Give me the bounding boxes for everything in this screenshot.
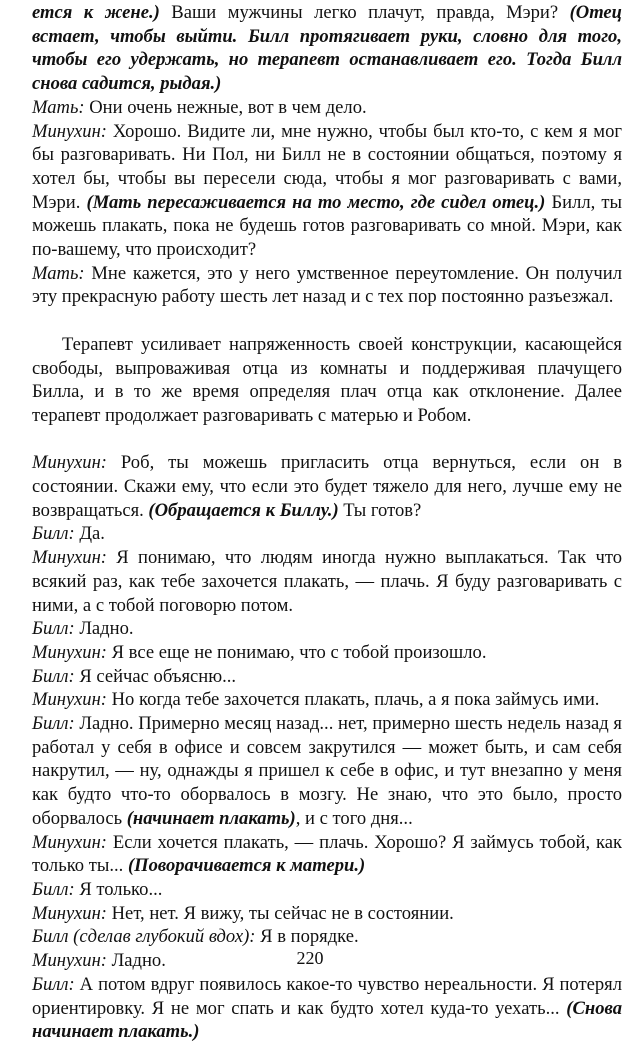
speech-text: Я все еще не понимаю, что с тобой произошло. bbox=[106, 641, 487, 663]
dialogue-line bbox=[32, 120, 622, 262]
speech-text: Ладно. Примерно месяц назад... нет, примерно шесть недель назад я работал у себя в офисе и совсем закрутился — может быть, и сам себя накрутил, — ну, однажды я пришел к себе в офис, и тут внезапно у меня как будто что-то оборвалось в мозгу. Не знаю, что это было, просто оборвалось bbox=[32, 713, 622, 829]
speech-text: Они очень нежные, вот в чем дело. bbox=[84, 96, 367, 118]
speaker-name: Минухин: bbox=[32, 641, 107, 663]
dialogue-line bbox=[32, 712, 622, 831]
speaker-name: Билл: bbox=[32, 665, 75, 687]
speaker-name: Минухин: bbox=[32, 950, 107, 972]
speaker-name: Минухин: bbox=[32, 831, 107, 853]
dialogue-line bbox=[32, 262, 622, 309]
narrative-paragraph bbox=[32, 333, 622, 428]
speech-text: Но когда тебе захочется плакать, плачь, а я пока займусь ими. bbox=[106, 689, 600, 711]
speech-text: Роб, ты можешь пригласить отца вернуться, если он в состоянии. Скажи ему, что если это будет тяжело для него, лучше ему не возвращаться. bbox=[32, 452, 622, 521]
speaker-name: Билл (сделав глубокий вдох): bbox=[32, 926, 256, 948]
speech-text: Я понимаю, что людям иногда нужно выплакаться. Так что всякий раз, как тебе захочется плакать, — плачь. Я буду разговаривать с ними, а с тобой поговорю потом. bbox=[32, 547, 622, 616]
speech-text: Ладно. bbox=[74, 618, 134, 640]
stage-direction: (Отец встает, чтобы выйти. Билл протягивает руки, словно для того, чтобы его удержать, но терапевт останавливает его. Тогда Билл снова садится, рыдая.) bbox=[32, 2, 622, 95]
dialogue-line bbox=[32, 96, 622, 120]
speaker-name: Минухин: bbox=[32, 902, 107, 924]
speaker-name: Билл: bbox=[32, 878, 75, 900]
speaker-name: Билл: bbox=[32, 618, 75, 640]
dialogue-line bbox=[32, 546, 622, 617]
stage-direction: (Поворачивается к матери.) bbox=[127, 855, 366, 877]
speech-text: Я в порядке. bbox=[255, 926, 359, 948]
speech-text: Ладно. bbox=[106, 950, 166, 972]
dialogue-line bbox=[32, 878, 622, 902]
speech-text: Нет, нет. Я вижу, ты сейчас не в состоянии. bbox=[106, 902, 454, 924]
speech-text: , и с того дня... bbox=[295, 807, 413, 829]
dialogue-line bbox=[32, 902, 622, 926]
speech-text: Билл, ты можешь плакать, пока не будешь готов разговаривать со мной. Мэри, как по-вашему, что происходит? bbox=[32, 191, 622, 261]
paragraph-gap bbox=[32, 428, 622, 452]
speaker-name: Минухин: bbox=[32, 452, 107, 474]
speaker-name: Минухин: bbox=[32, 547, 107, 569]
paragraph-gap bbox=[32, 309, 622, 333]
speech-text: Мне кажется, это у него умственное переутомление. Он получил эту прекрасную работу шесть лет назад и с тех пор постоянно разъезжал. bbox=[32, 262, 622, 308]
speaker-name: Билл: bbox=[32, 973, 75, 995]
speaker-name: Билл: bbox=[32, 523, 75, 545]
dialogue-line bbox=[32, 1, 622, 96]
speech-text: Терапевт усиливает напряженность своей конструкции, касающейся свободы, выпроваживая отца из комнаты и поддерживая плачущего Билла, и в то же время определяя плач отца как отклонение. Далее терапевт продолжает разговаривать с матерью и Робом. bbox=[32, 333, 622, 426]
dialogue-line bbox=[32, 831, 622, 878]
dialogue-line bbox=[32, 641, 622, 665]
speaker-name: Мать: bbox=[32, 262, 85, 284]
speech-text: Если хочется плакать, — плачь. Хорошо? Я займусь тобой, как только ты... bbox=[32, 831, 622, 877]
dialogue-line bbox=[32, 617, 622, 641]
speech-text: Я только... bbox=[74, 878, 163, 900]
speaker-name: Минухин: bbox=[32, 689, 107, 711]
speaker-name: Билл: bbox=[32, 713, 75, 735]
speech-text: Ты готов? bbox=[338, 499, 422, 521]
speech-text: Я сейчас объясню... bbox=[74, 665, 237, 687]
stage-direction: (Обращается к Биллу.) bbox=[148, 499, 339, 521]
speech-text: Хорошо. Видите ли, мне нужно, чтобы был кто-то, с кем я мог бы разговаривать. Ни Пол, ни Билл не в состоянии общаться, поэтому я хотел бы, чтобы вы пересели сюда, чтобы я мог разговаривать с вами, Мэри. bbox=[32, 120, 622, 213]
speech-text: Ваши мужчины легко плачут, правда, Мэри? bbox=[159, 2, 570, 23]
page-number: 220 bbox=[296, 948, 324, 968]
dialogue-line bbox=[32, 925, 622, 949]
dialogue-line bbox=[32, 451, 622, 522]
dialogue-line bbox=[32, 665, 622, 689]
speaker-name: Мать: bbox=[32, 96, 85, 118]
dialogue-line bbox=[32, 688, 622, 712]
speaker-name: Минухин: bbox=[32, 120, 107, 142]
stage-direction: ется к жене.) bbox=[32, 2, 160, 23]
stage-direction: (Мать пересаживается на то место, где сидел отец.) bbox=[86, 191, 546, 213]
dialogue-line bbox=[32, 522, 622, 546]
speech-text: А потом вдруг появилось какое-то чувство нереальности. Я потерял ориентировку. Я не мог спать и как будто хотел куда-то уехать... bbox=[32, 973, 622, 1019]
page-text bbox=[32, 1, 622, 1044]
dialogue-line bbox=[32, 973, 622, 1044]
stage-direction: (начинает плакать) bbox=[126, 807, 296, 829]
stage-direction: (Снова начинает плакать.) bbox=[32, 997, 622, 1043]
speech-text: Да. bbox=[74, 523, 105, 545]
